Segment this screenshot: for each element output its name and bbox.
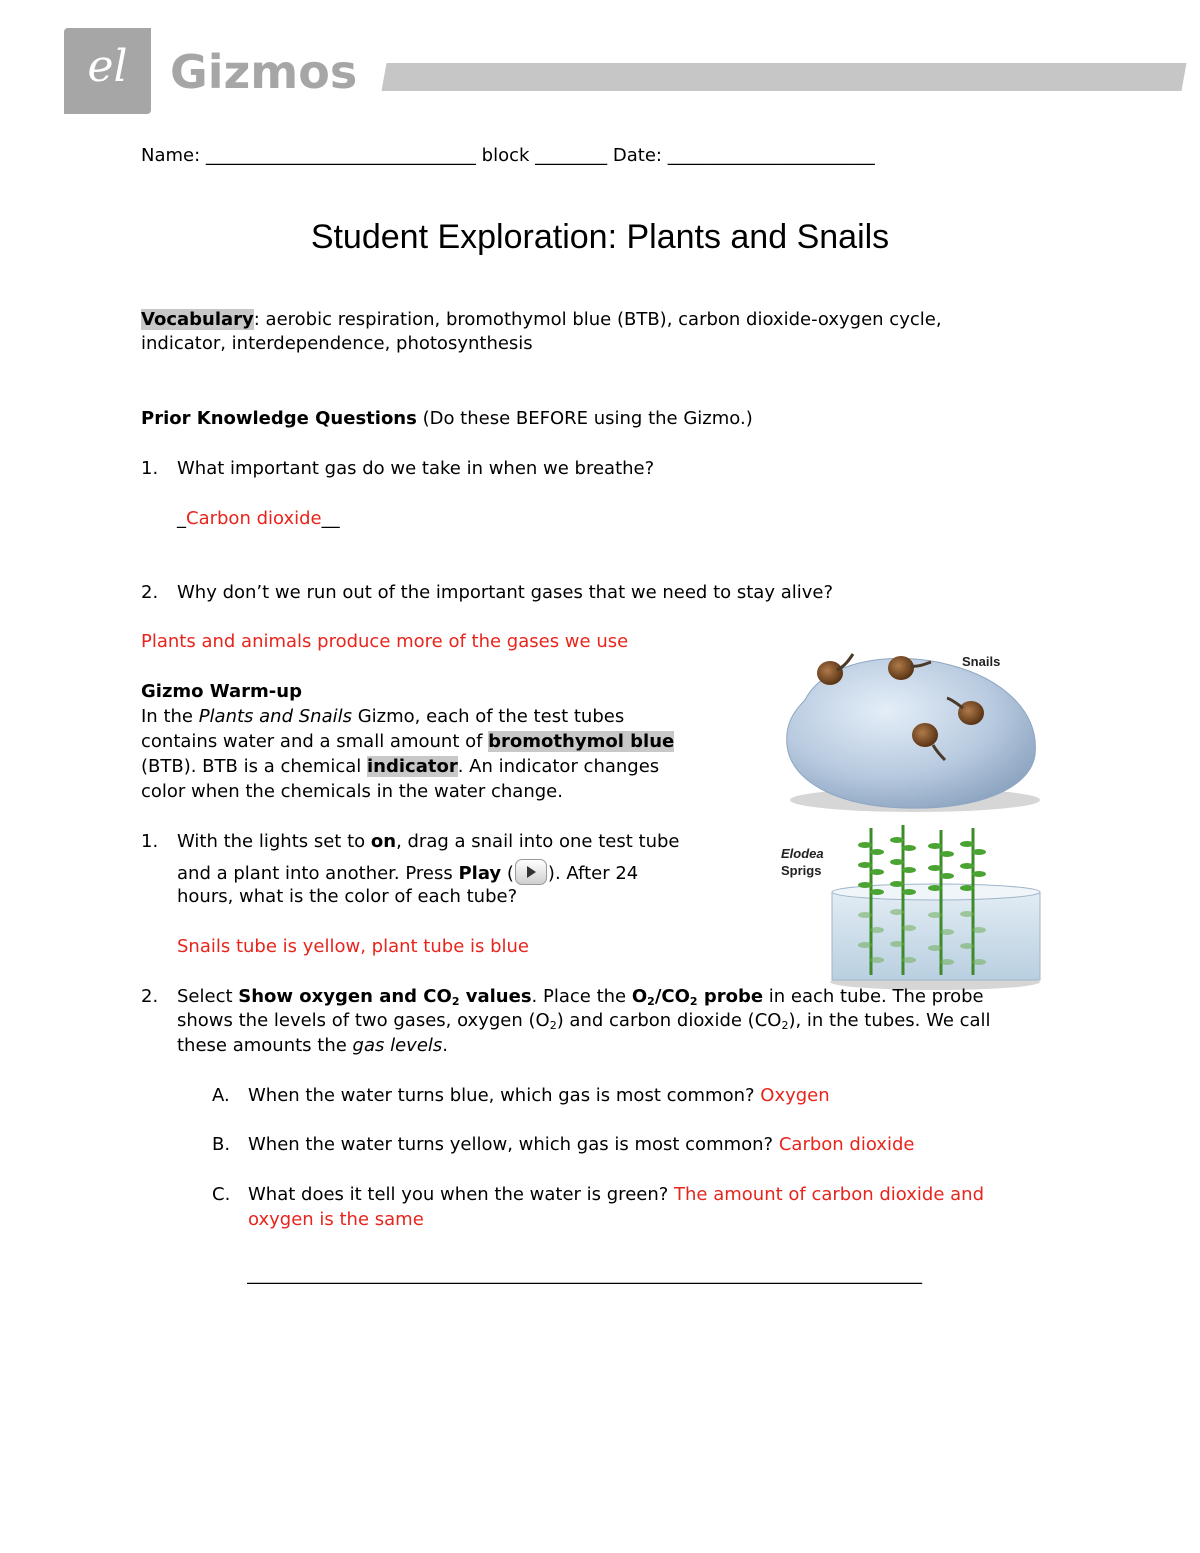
vocabulary-label: Vocabulary	[141, 309, 254, 330]
subq-c-answer-1: The amount of carbon dioxide and	[674, 1184, 984, 1205]
term-bromothymol-blue: bromothymol blue	[488, 731, 675, 752]
prior-q2-number: 2.	[141, 582, 159, 603]
subq-a: When the water turns blue, which gas is most common? Oxygen	[248, 1085, 830, 1106]
warmup-q2-line-3: these amounts the gas levels.	[177, 1035, 449, 1056]
term-indicator: indicator	[367, 756, 458, 777]
play-icon	[527, 866, 536, 878]
subq-a-answer: Oxygen	[760, 1085, 830, 1106]
warmup-q1-line-3: hours, what is the color of each tube?	[177, 886, 518, 907]
date-blank[interactable]: _______________________	[667, 145, 875, 166]
elodea-label-line-2: Sprigs	[781, 863, 822, 878]
water-dish	[832, 892, 1040, 980]
elodea-label-line-1: Elodea	[781, 846, 824, 861]
vocabulary-line-1	[141, 307, 942, 332]
gizmos-logo-badge	[64, 28, 151, 114]
warmup-paragraph-line-2: contains water and a small amount of bromothymol blue	[141, 731, 675, 752]
logo-mark: el	[87, 41, 128, 92]
vocabulary-terms-1: : aerobic respiration, bromothymol blue (BTB), carbon dioxide-oxygen cycle,	[253, 309, 942, 330]
warmup-q2-line-2: shows the levels of two gases, oxygen $(O_2)$ and carbon dioxide $(CO_2)$, in the tubes. We call	[177, 1010, 991, 1032]
subq-c: What does it tell you when the water is green? The amount of carbon dioxide and	[248, 1184, 984, 1205]
prior-q1-answer-text: Carbon dioxide	[186, 508, 322, 529]
subq-b-answer: Carbon dioxide	[778, 1134, 915, 1155]
block-blank[interactable]: ________	[535, 145, 608, 166]
prior-knowledge-title: Prior Knowledge Questions	[141, 408, 417, 429]
prior-q1-answer: _Carbon dioxide__	[177, 508, 340, 529]
page-title: Student Exploration: Plants and Snails	[310, 218, 890, 256]
vocabulary-line-2: indicator, interdependence, photosynthesis	[141, 333, 533, 354]
warmup-q2-line-1: Select Show oxygen and $CO_2$ values. Place the $O_2/CO_2$ probe in each tube. The probe	[177, 986, 984, 1008]
block-label: block	[481, 145, 530, 166]
subq-b: When the water turns yellow, which gas is most common? Carbon dioxide	[248, 1134, 915, 1155]
subq-c-answer-blank[interactable]: ___________________________________________________________________________	[247, 1264, 922, 1285]
prior-q2-text: Why don’t we run out of the important gases that we need to stay alive?	[177, 582, 834, 603]
warmup-q1-line-2: and a plant into another. Press Play ( ). After 24	[177, 859, 638, 886]
prior-knowledge-heading	[141, 406, 753, 431]
prior-q1-number: 1.	[141, 458, 159, 479]
warmup-q1-answer: Snails tube is yellow, plant tube is blue	[177, 936, 530, 957]
play-button[interactable]	[515, 859, 547, 885]
warmup-paragraph-line-3: (BTB). BTB is a chemical indicator. An indicator changes	[141, 756, 660, 777]
name-label: Name:	[141, 145, 201, 166]
subq-c-answer-2: oxygen is the same	[248, 1209, 424, 1230]
warmup-q1-number: 1.	[141, 831, 159, 852]
subq-a-label: A.	[212, 1085, 230, 1106]
snails-label: Snails	[962, 654, 1001, 669]
name-date-line	[141, 143, 875, 168]
header-bar	[382, 63, 1187, 91]
name-blank[interactable]: ______________________________	[205, 145, 476, 166]
warmup-q1-line-1: With the lights set to on, drag a snail into one test tube	[177, 831, 680, 852]
prior-q2-answer: Plants and animals produce more of the gases we use	[141, 631, 629, 652]
snails-elodea-figure	[775, 640, 1060, 995]
warmup-q2-number: 2.	[141, 986, 159, 1007]
warmup-paragraph-line-4: color when the chemicals in the water change.	[141, 781, 563, 802]
warmup-paragraph-line-1: In the Plants and Snails Gizmo, each of the test tubes	[141, 706, 625, 727]
brand-name: Gizmos	[170, 45, 358, 99]
subq-c-label: C.	[212, 1184, 231, 1205]
warmup-heading: Gizmo Warm-up	[141, 681, 302, 702]
subq-b-label: B.	[212, 1134, 231, 1155]
date-label: Date:	[612, 145, 662, 166]
prior-q1-text: What important gas do we take in when we breathe?	[177, 458, 655, 479]
prior-knowledge-note: (Do these BEFORE using the Gizmo.)	[416, 408, 753, 429]
